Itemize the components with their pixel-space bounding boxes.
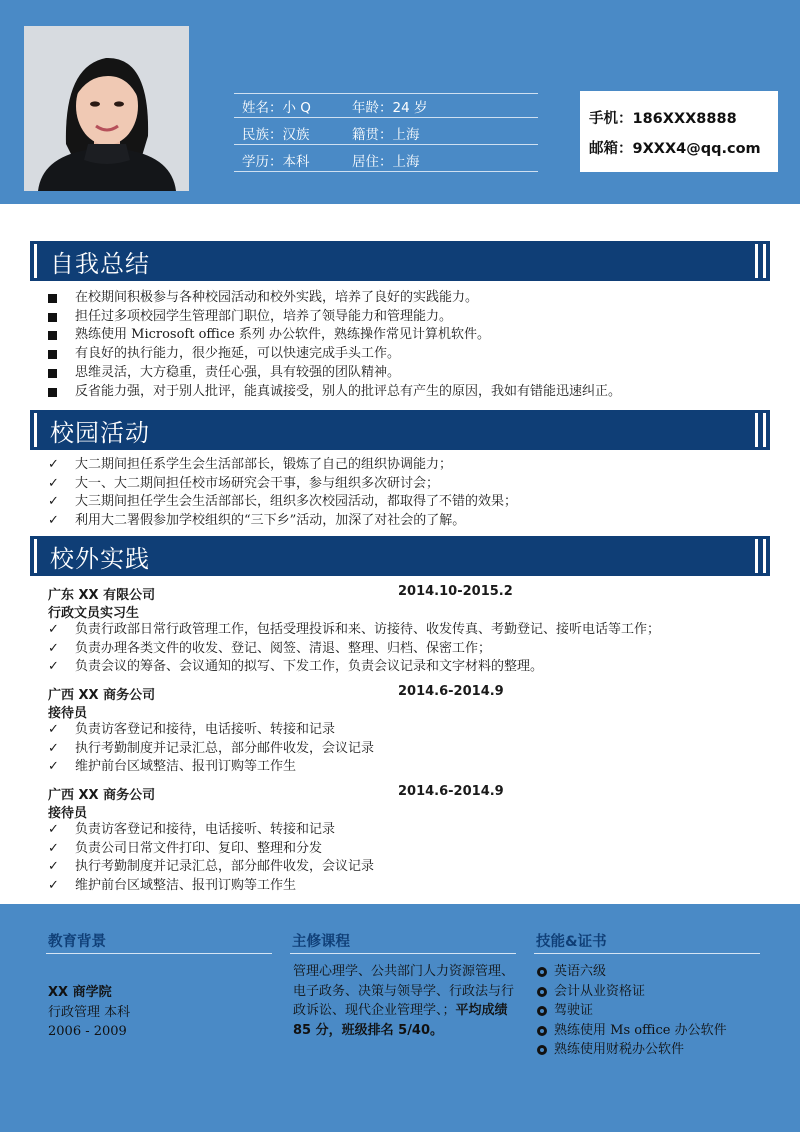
list-item (48, 364, 768, 383)
job-period: 2014.10-2015.2 (398, 584, 513, 599)
education-value: 本科 (282, 154, 310, 170)
job-role: 行政文员实习生 (48, 606, 140, 621)
job-role: 接待员 (48, 706, 88, 721)
check-icon: ✓ (48, 513, 59, 529)
heading-bar (34, 539, 37, 573)
education-heading-block (46, 930, 272, 954)
check-icon: ✓ (48, 659, 59, 675)
list-item (48, 721, 768, 740)
phone-line (589, 107, 778, 137)
residence-value: 上海 (392, 154, 420, 170)
name-value: 小 Q (282, 100, 311, 116)
circle-bullet-icon (537, 1006, 547, 1016)
list-item (537, 982, 727, 1002)
square-bullet-icon (48, 331, 57, 340)
section-heading-practice (30, 536, 770, 576)
divider (234, 117, 538, 118)
skills-list (537, 962, 727, 1060)
list-item-text: 在校期间积极参与各种校园活动和校外实践，培养了良好的实践能力。 (75, 290, 479, 305)
check-icon: ✓ (48, 822, 59, 837)
heading-bar (755, 413, 758, 447)
heading-bar (34, 244, 37, 278)
list-item-text: 反省能力强，对于别人批评，能真诚接受，别人的批评总有产生的原因，我如有错能迅速纠正。 (75, 383, 622, 399)
origin-value: 上海 (392, 127, 420, 143)
circle-bullet-icon (537, 1026, 547, 1036)
skill-text: 会计从业资格证 (554, 983, 646, 999)
study-years: 2006 - 2009 (48, 1024, 127, 1039)
phone-label: 手机： (589, 111, 633, 127)
ethnic-value: 汉族 (282, 127, 310, 143)
list-item (48, 858, 768, 877)
list-item (48, 308, 768, 327)
residence-label: 居住： (352, 154, 393, 170)
list-item (48, 740, 768, 759)
campus-list (48, 456, 768, 531)
company-name: 广西 XX 商务公司 (48, 788, 156, 803)
name-label: 姓名： (242, 100, 283, 116)
ethnic-label: 民族： (242, 127, 283, 143)
list-item-text: 负责会议的筹备、会议通知的拟写、下发工作，负责会议记录和文字材料的整理。 (75, 659, 544, 675)
heading-bar (755, 244, 758, 278)
major: 行政管理 本科 (48, 1004, 131, 1020)
list-item (48, 877, 768, 896)
job-duties (48, 621, 768, 677)
check-icon: ✓ (48, 640, 59, 656)
list-item-text: 负责访客登记和接待，电话接听、转接和记录 (75, 722, 336, 737)
phone-value[interactable]: 186XXX8888 (632, 111, 737, 127)
square-bullet-icon (48, 294, 57, 303)
education-details (48, 983, 130, 1042)
list-item-text: 大一、大二期间担任校市场研究会干事，参与组织多次研讨会； (75, 475, 440, 491)
contact-box (580, 91, 778, 172)
skills-heading-block (534, 930, 760, 954)
list-item-text: 负责访客登记和接待，电话接听、转接和记录 (75, 822, 336, 837)
profile-photo (24, 26, 189, 191)
check-icon: ✓ (48, 759, 59, 775)
info-row-name-age (242, 96, 538, 116)
courses-heading: 主修课程 (292, 934, 350, 950)
list-item-text: 维护前台区域整洁、报刊订购等工作生 (75, 878, 297, 894)
list-item (48, 289, 768, 308)
heading-bar (763, 413, 766, 447)
list-item (48, 658, 768, 677)
skill-text: 驾驶证 (554, 1003, 594, 1019)
list-item-text: 执行考勤制度并记录汇总，部分邮件收发，会议记录 (75, 859, 375, 875)
list-item (48, 345, 768, 364)
skill-text: 熟练使用财税办公软件 (554, 1042, 685, 1058)
list-item (537, 1001, 727, 1021)
square-bullet-icon (48, 313, 57, 322)
list-item-text: 大二期间担任系学生会生活部部长，锻炼了自己的组织协调能力； (75, 457, 453, 472)
section-heading-campus (30, 410, 770, 450)
list-item (48, 456, 768, 475)
job-period: 2014.6-2014.9 (398, 684, 504, 699)
gpa-text: 平均成绩 85 分，班级排名 5/40。 (293, 1003, 508, 1038)
square-bullet-icon (48, 388, 57, 397)
list-item-text: 负责行政部日常行政管理工作，包括受理投诉和来、访接待、收发传真、考勤登记、接听电话等工作； (75, 622, 661, 637)
divider (290, 953, 516, 954)
list-item-text: 负责公司日常文件打印、复印、整理和分发 (75, 840, 323, 856)
list-item-text: 大三期间担任学生会生活部部长，组织多次校园活动，都取得了不错的效果； (75, 494, 518, 510)
info-row-ethnic-origin (242, 123, 538, 143)
list-item-text: 思维灵活，大方稳重，责任心强，具有较强的团队精神。 (75, 364, 401, 380)
check-icon: ✓ (48, 722, 59, 737)
divider (534, 953, 760, 954)
list-item (48, 758, 768, 777)
summary-list (48, 289, 768, 401)
job-role: 接待员 (48, 806, 88, 821)
check-icon: ✓ (48, 740, 59, 756)
education-label: 学历： (242, 154, 283, 170)
list-item (48, 840, 768, 859)
section-title: 校外实践 (50, 545, 150, 573)
company-name: 广西 XX 商务公司 (48, 688, 156, 703)
heading-bar (755, 539, 758, 573)
list-item-text: 担任过多项校园学生管理部门职位，培养了领导能力和管理能力。 (75, 308, 453, 324)
list-item (48, 512, 768, 531)
list-item (48, 821, 768, 840)
circle-bullet-icon (537, 987, 547, 997)
school-name: XX 商学院 (48, 985, 112, 1000)
list-item-text: 负责办理各类文件的收发、登记、阅签、清退、整理、归档、保密工作； (75, 640, 492, 656)
list-item (48, 383, 768, 402)
courses-heading-block (290, 930, 516, 954)
skill-text: 英语六级 (554, 964, 607, 979)
list-item-text: 熟练使用 Microsoft office 系列 办公软件，熟练操作常见计算机软件。 (75, 327, 491, 343)
list-item (48, 475, 768, 494)
list-item (537, 1040, 727, 1060)
email-line (589, 137, 778, 167)
divider (46, 953, 272, 954)
check-icon: ✓ (48, 475, 59, 491)
check-icon: ✓ (48, 878, 59, 894)
age-label: 年龄： (352, 100, 393, 116)
list-item (48, 621, 768, 640)
divider (234, 171, 538, 172)
courses-text: 管理心理学、公共部门人力资源管理、电子政务、决策与领导学、行政法与行政诉讼、现代企业管理学、； (293, 964, 515, 1019)
check-icon: ✓ (48, 457, 59, 472)
section-title: 校园活动 (50, 419, 150, 447)
heading-bar (763, 244, 766, 278)
courses-details (293, 962, 515, 1040)
list-item (48, 326, 768, 345)
check-icon: ✓ (48, 622, 59, 637)
company-name: 广东 XX 有限公司 (48, 588, 156, 603)
square-bullet-icon (48, 369, 57, 378)
divider (234, 93, 538, 94)
age-value: 24 岁 (392, 100, 428, 116)
list-item-text: 执行考勤制度并记录汇总，部分邮件收发，会议记录 (75, 740, 375, 756)
email-label: 邮箱： (589, 141, 633, 157)
header-banner (0, 0, 800, 204)
education-heading: 教育背景 (48, 934, 106, 950)
list-item (48, 493, 768, 512)
list-item (48, 640, 768, 659)
section-heading-summary (30, 241, 770, 281)
skills-heading: 技能&证书 (536, 934, 607, 950)
job-duties (48, 821, 768, 896)
list-item (537, 962, 727, 982)
heading-bar (763, 539, 766, 573)
check-icon: ✓ (48, 859, 59, 875)
section-title: 自我总结 (50, 250, 150, 278)
skill-text: 熟练使用 Ms office 办公软件 (554, 1022, 727, 1038)
origin-label: 籍贯： (352, 127, 393, 143)
job-period: 2014.6-2014.9 (398, 784, 504, 799)
list-item-text: 维护前台区域整洁、报刊订购等工作生 (75, 759, 297, 775)
email-value[interactable]: 9XXX4@qq.com (632, 141, 761, 157)
list-item-text: 有良好的执行能力，很少拖延，可以快速完成手头工作。 (75, 346, 401, 362)
info-row-education-residence (242, 150, 538, 170)
check-icon: ✓ (48, 840, 59, 856)
list-item-text: 利用大二署假参加学校组织的“三下乡”活动，加深了对社会的了解。 (75, 513, 466, 529)
list-item (537, 1021, 727, 1041)
circle-bullet-icon (537, 967, 547, 977)
square-bullet-icon (48, 350, 57, 359)
divider (234, 144, 538, 145)
check-icon: ✓ (48, 494, 59, 510)
job-duties (48, 721, 768, 777)
circle-bullet-icon (537, 1045, 547, 1055)
heading-bar (34, 413, 37, 447)
